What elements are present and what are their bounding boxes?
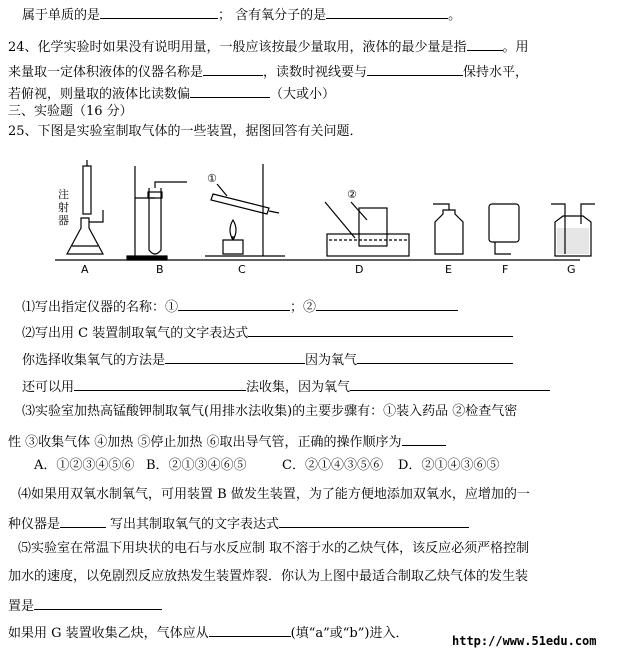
option-c: C．②①④③⑤⑥ <box>282 458 383 473</box>
label-c: C <box>238 263 246 276</box>
apparatus-f <box>489 204 519 276</box>
text: 写出其制取氧气的文字表达式 <box>110 517 280 532</box>
label-e: E <box>445 263 452 276</box>
text: 你选择收集氧气的方法是 <box>22 353 166 368</box>
text: 来量取一定体积液体的仪器名称是 <box>8 65 204 80</box>
apparatus-e <box>433 204 463 276</box>
blank <box>74 377 246 391</box>
trough <box>327 234 409 256</box>
q24-line-3 <box>8 84 335 103</box>
blank <box>248 323 513 337</box>
label-f: F <box>502 263 509 276</box>
text: 。 <box>448 8 462 23</box>
bottle-e <box>435 210 463 254</box>
part-2-line-2 <box>22 350 513 369</box>
tube-f <box>495 242 511 254</box>
blank <box>60 514 106 528</box>
flask-body <box>67 218 103 254</box>
mark-1: ① <box>207 172 217 185</box>
option-b: B．②①③④⑥⑤ <box>146 458 247 473</box>
q25-title: 25、下图是实验室制取气体的一些装置，据图回答有关问题． <box>8 124 363 139</box>
delivery-tube-d <box>325 202 355 238</box>
lamp <box>223 240 243 254</box>
q24-line-1 <box>8 37 529 56</box>
apparatus-c <box>205 164 285 276</box>
text: ⑸实验室在常温下用块状的电石与水反应制 取不溶于水的乙炔气体，该反应必须严格控制 <box>18 541 530 556</box>
q24-line-2 <box>8 62 528 81</box>
blank <box>316 297 458 311</box>
bottle-g-fill <box>557 228 589 254</box>
part-3-line-1 <box>22 404 517 420</box>
text: （大或小） <box>270 87 336 102</box>
label-b: B <box>156 263 164 276</box>
text: 如果用 G 装置收集乙炔，气体应从 <box>8 626 209 641</box>
text: (填“a”或“b”)进入． <box>290 626 409 641</box>
injector-label-1: 注 <box>58 188 69 201</box>
blank <box>165 350 305 364</box>
text: 加水的速度，以免剧烈反应放热发生装置炸裂．你认为上图中最适合制取乙炔气体的发生装 <box>8 569 529 584</box>
apparatus-d <box>325 188 409 276</box>
part-4-line-2 <box>8 514 469 533</box>
label-d: D <box>355 263 364 276</box>
delivery-tube <box>155 182 187 188</box>
injector-label-3: 器 <box>58 214 69 227</box>
text: ⑷如果用双氧水制氧气，可用装置 B 做发生装置，为了能方便地添加双氧水，应增加的一 <box>18 487 530 502</box>
tube-g-short <box>581 204 595 224</box>
part-5-line-1 <box>18 541 529 557</box>
text: 性 ③收集气体 ④加热 ⑤停止加热 ⑥取出导气管，正确的操作顺序为 <box>8 435 402 450</box>
stand-base <box>127 256 167 260</box>
part-4-line-1 <box>18 487 530 503</box>
text: 因为氧气 <box>305 353 358 368</box>
blank <box>467 37 503 51</box>
blank <box>402 432 446 446</box>
label-a: A <box>81 263 89 276</box>
tube-e <box>433 204 449 210</box>
text: ⑴写出指定仪器的名称：① <box>22 300 179 315</box>
part-2-line-3 <box>22 377 550 396</box>
text: 还可以用 <box>22 380 75 395</box>
option-a: A．①②③④⑤⑥ <box>34 458 135 473</box>
part-5-line-2 <box>8 569 528 585</box>
option-d: D．②①④③⑥⑤ <box>398 458 500 473</box>
text: 种仪器是 <box>8 517 61 532</box>
blank <box>367 62 463 76</box>
label-g: G <box>567 263 576 276</box>
injector-label-2: 射 <box>58 201 69 214</box>
text: 保持水平， <box>463 65 529 80</box>
part-5-line-4 <box>8 623 408 642</box>
tube-pointer <box>217 184 227 196</box>
text: ⑶实验室加热高锰酸钾制取氧气(用排水法收集)的主要步骤有：①装入药品 ②检查气密 <box>22 404 518 419</box>
text: 置是 <box>8 599 35 614</box>
blank <box>279 514 469 528</box>
apparatus-g <box>551 204 595 276</box>
text: 属于单质的是 <box>22 8 101 23</box>
outlet-tube <box>269 211 279 213</box>
part-1 <box>22 297 458 316</box>
text: 若俯视，则量取的液体比读数偏 <box>8 87 191 102</box>
text: 法收集，因为氧气 <box>246 380 351 395</box>
part-3-line-2 <box>8 432 446 451</box>
section-3-heading: 三、实验题（16 分） <box>8 104 133 119</box>
part-3-options <box>34 458 499 474</box>
blank <box>190 84 270 98</box>
text: ，读数时视线要与 <box>263 65 368 80</box>
line-1 <box>22 5 461 24</box>
tilted-tube <box>211 194 269 214</box>
injector-barrel <box>83 166 91 214</box>
text: ； 含有氧分子的是 <box>218 8 327 23</box>
bottle-f <box>489 204 519 242</box>
blank <box>357 350 513 364</box>
text: ⑵写出用 C 装置制取氧气的文字表达式 <box>22 326 249 341</box>
mark-2: ② <box>347 188 357 201</box>
part-5-line-3 <box>8 596 162 615</box>
apparatus-a <box>58 160 103 276</box>
blank <box>326 5 448 19</box>
blank <box>34 596 162 610</box>
part-2-line-1 <box>22 323 513 342</box>
blank <box>100 5 218 19</box>
stopper <box>148 192 162 198</box>
footer-url: http://www.51edu.com <box>452 634 597 648</box>
gas-bottle-d <box>359 208 387 246</box>
text: 。用 <box>502 40 529 55</box>
apparatus-figure <box>55 158 600 278</box>
text: 24、化学实验时如果没有说明用量，一般应该按最少量取用，液体的最少量是指 <box>8 40 467 55</box>
blank <box>178 297 290 311</box>
blank <box>209 623 291 637</box>
blank <box>350 377 550 391</box>
blank <box>203 62 263 76</box>
text: ；② <box>290 300 317 315</box>
